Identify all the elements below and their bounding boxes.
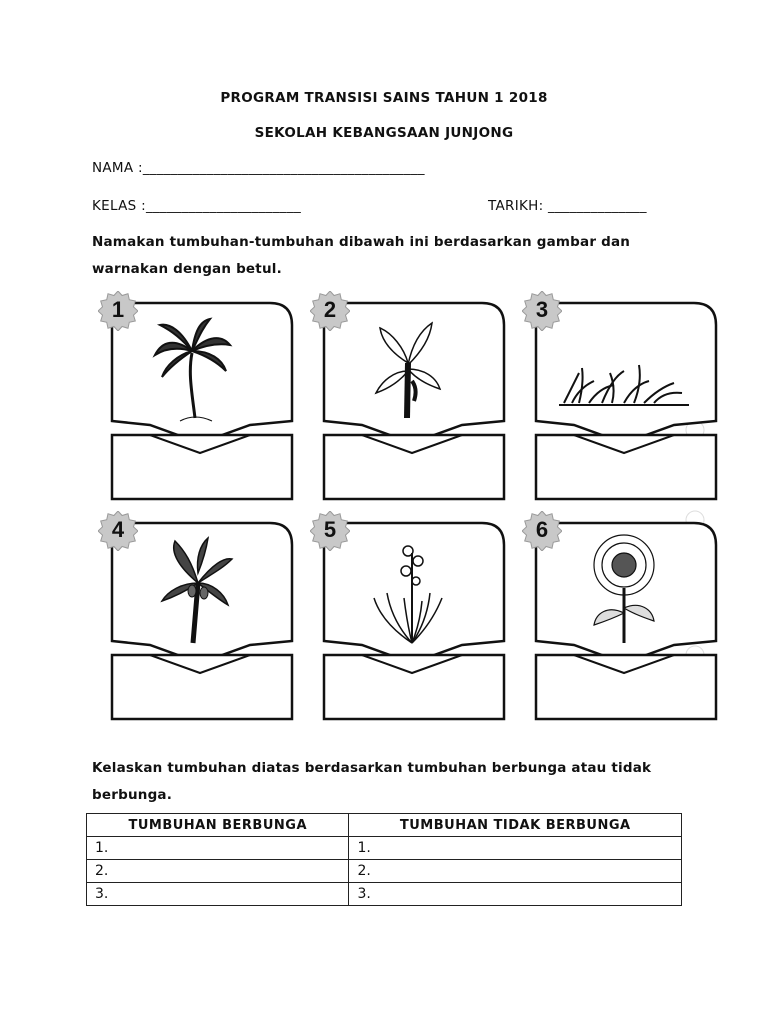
plant-card-6 xyxy=(524,513,724,723)
card-number: 2 xyxy=(323,297,337,322)
flowering-cell-1[interactable]: 1. xyxy=(87,837,349,860)
answer-box-2[interactable] xyxy=(326,455,502,497)
table-row xyxy=(87,837,682,860)
card-number: 6 xyxy=(535,517,549,542)
number-badge xyxy=(522,291,562,331)
plant-card-1 xyxy=(100,293,300,503)
answer-box-4[interactable] xyxy=(114,675,290,717)
kelas-field: KELAS :______________________ xyxy=(92,198,302,214)
card-number: 1 xyxy=(111,297,125,322)
card-number: 5 xyxy=(323,517,337,542)
plant-card-2 xyxy=(312,293,512,503)
card-number: 4 xyxy=(111,517,125,542)
plant-card-3 xyxy=(524,293,724,503)
instruction-name-plants: Namakan tumbuhan-tumbuhan dibawah ini berdasarkan gambar dan warnakan dengan betul. xyxy=(92,234,631,277)
non-flowering-cell-2[interactable]: 2. xyxy=(349,860,682,883)
flowering-cell-2[interactable]: 2. xyxy=(87,860,349,883)
tarikh-field: TARIKH: ______________ xyxy=(488,198,647,214)
answer-box-6[interactable] xyxy=(538,675,714,717)
nama-field: NAMA :________________________________________ xyxy=(92,160,425,176)
document-title: PROGRAM TRANSISI SAINS TAHUN 1 2018 xyxy=(220,90,548,106)
instruction-classify: Kelaskan tumbuhan diatas berdasarkan tumbuhan berbunga atau tidak berbunga. xyxy=(92,760,652,803)
number-badge xyxy=(310,511,350,551)
answer-box-1[interactable] xyxy=(114,455,290,497)
plant-card-5 xyxy=(312,513,512,723)
number-badge xyxy=(310,291,350,331)
number-badge xyxy=(98,511,138,551)
flowering-cell-3[interactable]: 3. xyxy=(87,883,349,906)
table-header-row xyxy=(87,814,682,837)
table-row xyxy=(87,883,682,906)
table-row xyxy=(87,860,682,883)
header-non-flowering: TUMBUHAN TIDAK BERBUNGA xyxy=(349,814,682,837)
school-name: SEKOLAH KEBANGSAAN JUNJONG xyxy=(254,125,514,141)
non-flowering-cell-3[interactable]: 3. xyxy=(349,883,682,906)
header-flowering: TUMBUHAN BERBUNGA xyxy=(87,814,349,837)
non-flowering-cell-1[interactable]: 1. xyxy=(349,837,682,860)
plant-card-4 xyxy=(100,513,300,723)
number-badge xyxy=(98,291,138,331)
answer-box-3[interactable] xyxy=(538,455,714,497)
classification-table xyxy=(86,813,682,906)
number-badge xyxy=(522,511,562,551)
card-number: 3 xyxy=(535,297,549,322)
answer-box-5[interactable] xyxy=(326,675,502,717)
